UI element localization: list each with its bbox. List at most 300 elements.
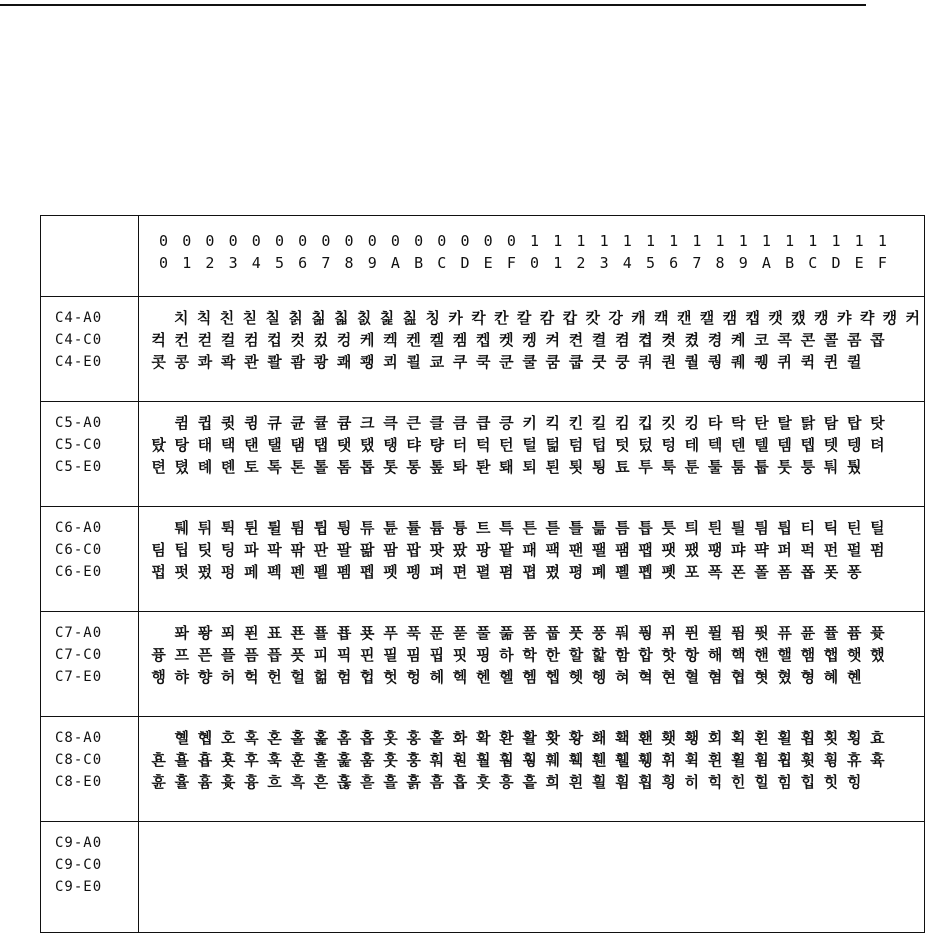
hex-digit: F (506, 254, 516, 272)
glyph: 풂 (499, 624, 514, 642)
glyph: 컥 (151, 331, 166, 349)
glyph: 튠 (383, 519, 398, 537)
glyph-row (147, 727, 924, 749)
glyph-row (147, 456, 924, 478)
glyph: 탔 (151, 436, 166, 454)
glyph: 픕 (267, 646, 282, 664)
glyph: 헴 (522, 668, 537, 686)
glyph: 칼 (516, 309, 532, 327)
glyph: 폽 (800, 563, 816, 581)
hex-digit: 0 (367, 232, 377, 250)
glyph: 캥 (814, 309, 829, 327)
glyph: 현 (661, 668, 676, 686)
glyph: 풔 (615, 624, 630, 642)
hex-digit: 1 (808, 232, 818, 250)
glyph: 푭 (336, 624, 352, 642)
glyph: 큇 (220, 414, 236, 432)
glyph-row (147, 329, 924, 351)
hex-digit: 8 (715, 254, 725, 272)
hex-digit: C (437, 254, 447, 272)
glyph: 켐 (452, 331, 468, 349)
glyph: 핀 (360, 646, 375, 664)
glyph: 큔 (290, 414, 305, 432)
glyph: 햐 (174, 668, 190, 686)
glyph: 콱 (220, 353, 236, 371)
glyph: 퉈 (823, 458, 839, 476)
glyph: 퀀 (661, 353, 676, 371)
glyph: 펨 (336, 563, 352, 581)
glyph: 퍅 (754, 541, 769, 559)
glyph: 쿨 (522, 353, 537, 371)
glyph: 혤 (174, 729, 190, 747)
glyph: 횝 (800, 729, 816, 747)
code-label-cell (41, 297, 139, 402)
hex-digit: 4 (251, 254, 261, 272)
glyph: 홴 (638, 729, 653, 747)
glyph: 캡 (745, 309, 761, 327)
glyph: 탑 (846, 414, 862, 432)
hex-digit: 1 (715, 232, 725, 250)
glyph: 혼 (267, 729, 282, 747)
glyph: 쿤 (499, 353, 514, 371)
glyph: 헒 (313, 668, 329, 686)
glyph: 하 (499, 646, 514, 664)
glyph: 횬 (151, 751, 166, 769)
glyph: 틋 (661, 519, 676, 537)
glyph: 포 (684, 563, 700, 581)
glyph: 흔 (313, 773, 329, 791)
glyph: 함 (615, 646, 630, 664)
glyph: 칭 (425, 309, 440, 327)
glyph-row (147, 412, 924, 434)
glyph-row (147, 434, 924, 456)
glyph: 횹 (197, 751, 213, 769)
glyph: 팍 (267, 541, 282, 559)
glyph: 흇 (220, 773, 236, 791)
glyph-row (147, 307, 924, 329)
glyph: 휩 (777, 751, 792, 769)
glyph: 컬 (220, 331, 236, 349)
glyph: 캣 (768, 309, 783, 327)
glyph: 턍 (429, 436, 445, 454)
glyph: 퓽 (151, 646, 166, 664)
glyph: 핍 (429, 646, 445, 664)
glyph: 페 (244, 563, 259, 581)
hex-digit: 0 (159, 232, 169, 250)
header-corner-cell (41, 216, 139, 297)
table-header-row (41, 216, 925, 297)
hex-digit: 0 (159, 254, 169, 272)
glyph: 큰 (406, 414, 421, 432)
glyph: 컵 (267, 331, 282, 349)
glyph: 콕 (777, 331, 792, 349)
glyph: 켄 (406, 331, 421, 349)
glyph: 헝 (406, 668, 421, 686)
glyph: 팩 (545, 541, 561, 559)
glyph: 큼 (452, 414, 468, 432)
glyph: 펐 (197, 563, 213, 581)
glyph: 휄 (615, 751, 630, 769)
glyph: 훵 (522, 751, 537, 769)
glyph: 킬 (591, 414, 607, 432)
hex-digit: D (460, 254, 470, 272)
glyph-cell (139, 507, 925, 612)
glyph: 휑 (638, 751, 653, 769)
glyph: 팽 (707, 541, 723, 559)
glyph: 컹 (336, 331, 352, 349)
glyph: 풋 (568, 624, 584, 642)
code-label-cell (41, 612, 139, 717)
code-label: C9-A0 (55, 835, 103, 851)
glyph: 치 (174, 309, 189, 327)
glyph (147, 727, 170, 749)
glyph: 펜 (290, 563, 305, 581)
glyph-row (147, 644, 924, 666)
glyph: 캔 (676, 309, 692, 327)
glyph (147, 307, 170, 329)
hex-digit: 1 (877, 232, 887, 250)
hex-digit: 1 (553, 232, 563, 250)
glyph: 혐 (707, 668, 723, 686)
glyph: 튤 (406, 519, 421, 537)
glyph: 컨 (174, 331, 190, 349)
glyph: 휭 (823, 751, 839, 769)
glyph: 판 (313, 541, 329, 559)
hex-digit: 1 (599, 232, 609, 250)
glyph: 팻 (661, 541, 676, 559)
glyph: 픈 (197, 646, 213, 664)
code-label: C7-A0 (55, 625, 103, 641)
glyph: 합 (638, 646, 653, 664)
glyph: 푠 (290, 624, 305, 642)
glyph: 캇 (585, 309, 600, 327)
glyph: 켤 (591, 331, 607, 349)
glyph: 퇀 (475, 458, 491, 476)
glyph: 활 (522, 729, 537, 747)
glyph: 튄 (244, 519, 259, 537)
glyph: 텼 (174, 458, 190, 476)
glyph: 콴 (244, 353, 259, 371)
glyph: 흽 (638, 773, 653, 791)
glyph: 턺 (545, 436, 561, 454)
glyph: 폅 (522, 563, 537, 581)
glyph: 틀 (568, 519, 584, 537)
glyph: 테 (684, 436, 700, 454)
glyph: 헉 (244, 668, 259, 686)
glyph: 해 (707, 646, 723, 664)
glyph: 켬 (615, 331, 630, 349)
glyph: 킥 (545, 414, 561, 432)
glyph: 픗 (290, 646, 305, 664)
glyph: 푄 (244, 624, 259, 642)
glyph: 흩 (522, 773, 537, 791)
glyph: 켓 (499, 331, 514, 349)
glyph-row (147, 832, 924, 854)
glyph: 킷 (661, 414, 676, 432)
glyph: 홀 (290, 729, 305, 747)
glyph: 쾅 (313, 353, 329, 371)
hex-digit: 5 (645, 254, 655, 272)
hex-digit: 0 (205, 232, 215, 250)
hex-digit: C (808, 254, 818, 272)
glyph: 칡 (288, 309, 303, 327)
glyph: 텬 (151, 458, 166, 476)
glyph: 캭 (859, 309, 875, 327)
hex-low-row (159, 252, 924, 274)
glyph: 틥 (777, 519, 792, 537)
glyph: 털 (522, 436, 537, 454)
glyph: 폴 (754, 563, 769, 581)
glyph: 혓 (754, 668, 769, 686)
glyph: 컴 (244, 331, 259, 349)
hex-digit: A (390, 254, 400, 272)
glyph: 큽 (475, 414, 491, 432)
glyph: 터 (452, 436, 468, 454)
glyph: 탬 (290, 436, 305, 454)
glyph: 훨 (475, 751, 491, 769)
glyph: 틂 (591, 519, 607, 537)
glyph: 튼 (522, 519, 537, 537)
glyph: 피 (313, 646, 329, 664)
glyph: 튕 (336, 519, 352, 537)
glyph: 힁 (661, 773, 676, 791)
glyph: 캐 (631, 309, 646, 327)
glyph: 펴 (429, 563, 445, 581)
glyph: 톰 (336, 458, 352, 476)
hex-digit: 1 (553, 254, 563, 272)
glyph: 휙 (684, 751, 700, 769)
glyph: 큉 (244, 414, 259, 432)
glyph: 퓜 (731, 624, 746, 642)
glyph: 훅 (267, 751, 282, 769)
glyph: 흖 (336, 773, 352, 791)
hex-digit: 1 (182, 254, 192, 272)
glyph: 펙 (267, 563, 282, 581)
glyph: 헵 (545, 668, 561, 686)
glyph: 효 (870, 729, 885, 747)
code-label: C4-E0 (55, 354, 103, 370)
hex-digit: E (854, 254, 864, 272)
glyph: 흴 (591, 773, 607, 791)
glyph: 캄 (539, 309, 555, 327)
glyph: 팝 (406, 541, 421, 559)
glyph: 쿼 (638, 353, 653, 371)
glyph: 칤 (356, 309, 372, 327)
glyph: 폭 (707, 563, 723, 581)
glyph: 헛 (383, 668, 398, 686)
glyph: 퓬 (800, 624, 816, 642)
glyph: 획 (731, 729, 746, 747)
glyph: 튀 (197, 519, 213, 537)
code-label: C5-A0 (55, 415, 103, 431)
glyph: 콩 (174, 353, 190, 371)
glyph: 푹 (406, 624, 421, 642)
glyph: 팁 (174, 541, 190, 559)
glyph: 캘 (699, 309, 715, 327)
hex-digit: 1 (576, 232, 586, 250)
hex-digit: 6 (298, 254, 308, 272)
glyph: 퇴 (522, 458, 537, 476)
glyph: 희 (545, 773, 561, 791)
glyph: 퀑 (707, 353, 723, 371)
glyph: 튐 (290, 519, 305, 537)
glyph: 홱 (615, 729, 630, 747)
glyph: 평 (568, 563, 584, 581)
glyph: 텀 (568, 436, 584, 454)
glyph: 칸 (494, 309, 509, 327)
glyph: 큠 (336, 414, 352, 432)
glyph: 표 (267, 624, 282, 642)
hex-digit: 1 (738, 232, 748, 250)
glyph: 훈 (290, 751, 305, 769)
glyph: 쾡 (360, 353, 375, 371)
glyph: 펑 (220, 563, 236, 581)
hex-digit: 0 (182, 232, 192, 250)
glyph: 콧 (151, 353, 166, 371)
glyph: 퍄 (731, 541, 746, 559)
top-rule (0, 4, 866, 6)
glyph: 환 (499, 729, 514, 747)
glyph: 휼 (174, 773, 190, 791)
glyph: 팜 (383, 541, 398, 559)
glyph-row (147, 622, 924, 644)
glyph: 홰 (591, 729, 607, 747)
code-label: C9-E0 (55, 879, 103, 895)
hex-digit: 1 (622, 232, 632, 250)
glyph: 강 (608, 309, 623, 327)
glyph: 팅 (220, 541, 236, 559)
glyph: 험 (336, 668, 352, 686)
glyph: 티 (800, 519, 816, 537)
glyph: 팰 (591, 541, 607, 559)
glyph: 팎 (290, 541, 305, 559)
glyph: 휫 (800, 751, 816, 769)
glyph: 흥 (499, 773, 514, 791)
glyph: 흐 (267, 773, 282, 791)
glyph: 패 (522, 541, 537, 559)
glyph: 휠 (731, 751, 746, 769)
glyph: 튱 (452, 519, 468, 537)
glyph: 펠 (313, 563, 329, 581)
glyph: 크 (360, 414, 375, 432)
glyph: 툽 (754, 458, 769, 476)
glyph: 황 (568, 729, 584, 747)
code-label: C5-C0 (55, 437, 103, 453)
hex-digit: 5 (274, 254, 284, 272)
glyph: 화 (452, 729, 468, 747)
glyph: 콸 (267, 353, 282, 371)
glyph: 통 (406, 458, 421, 476)
glyph: 탉 (800, 414, 816, 432)
glyph: 쿳 (591, 353, 607, 371)
glyph: 펍 (151, 563, 166, 581)
glyph: 푤 (313, 624, 329, 642)
glyph: 톡 (267, 458, 282, 476)
glyph: 할 (568, 646, 584, 664)
glyph: 퀼 (846, 353, 862, 371)
glyph: 횟 (823, 729, 839, 747)
glyph: 흡 (452, 773, 468, 791)
glyph: 폈 (545, 563, 561, 581)
glyph: 팟 (429, 541, 445, 559)
glyph: 킨 (568, 414, 584, 432)
glyph: 홧 (545, 729, 561, 747)
glyph: 텝 (800, 436, 816, 454)
glyph: 쿄 (429, 353, 445, 371)
glyph: 흄 (197, 773, 213, 791)
glyph: 헥 (452, 668, 468, 686)
glyph: 펫 (383, 563, 398, 581)
glyph: 틘 (707, 519, 723, 537)
glyph: 훑 (336, 751, 352, 769)
hex-digit: B (414, 254, 424, 272)
glyph-row (147, 539, 924, 561)
glyph: 프 (174, 646, 190, 664)
glyph: 햅 (823, 646, 839, 664)
glyph-row (147, 771, 924, 793)
glyph-row (147, 351, 924, 373)
glyph: 홋 (383, 729, 398, 747)
glyph: 톳 (383, 458, 398, 476)
hex-digit: 0 (483, 232, 493, 250)
glyph: 폿 (823, 563, 839, 581)
glyph: 홑 (429, 729, 445, 747)
glyph: 큭 (383, 414, 398, 432)
hex-digit: E (483, 254, 493, 272)
glyph: 팸 (615, 541, 630, 559)
hex-digit: 2 (576, 254, 586, 272)
glyph: 탯 (336, 436, 352, 454)
glyph: 폰 (731, 563, 746, 581)
glyph: 훠 (429, 751, 445, 769)
glyph: 햇 (846, 646, 862, 664)
glyph: 퉁 (800, 458, 816, 476)
hex-high-row (159, 230, 924, 252)
glyph: 틉 (638, 519, 653, 537)
glyph: 튁 (220, 519, 236, 537)
glyph: 퓌 (661, 624, 676, 642)
glyph: 쾰 (406, 353, 421, 371)
code-label: C6-A0 (55, 520, 103, 536)
glyph: 트 (475, 519, 491, 537)
glyph: 튜 (360, 519, 375, 537)
glyph: 코 (754, 331, 769, 349)
glyph: 핑 (475, 646, 491, 664)
glyph: 흠 (429, 773, 445, 791)
glyph: 켑 (475, 331, 491, 349)
glyph: 틜 (731, 519, 746, 537)
glyph: 팬 (568, 541, 584, 559)
glyph: 큐 (267, 414, 282, 432)
glyph: 횻 (220, 751, 236, 769)
glyph: 퀄 (684, 353, 700, 371)
glyph: 픽 (336, 646, 352, 664)
code-label: C8-E0 (55, 774, 103, 790)
glyph: 친 (219, 309, 235, 327)
code-group-row (41, 612, 925, 717)
glyph: 푼 (429, 624, 445, 642)
glyph: 투 (638, 458, 653, 476)
hex-digit: 0 (321, 232, 331, 250)
glyph: 큘 (313, 414, 329, 432)
hex-digit: D (831, 254, 841, 272)
glyph: 휘 (661, 751, 676, 769)
glyph: 캅 (562, 309, 578, 327)
glyph: 튈 (267, 519, 282, 537)
glyph: 햄 (800, 646, 816, 664)
glyph: 켁 (383, 331, 398, 349)
glyph: 퓐 (684, 624, 700, 642)
